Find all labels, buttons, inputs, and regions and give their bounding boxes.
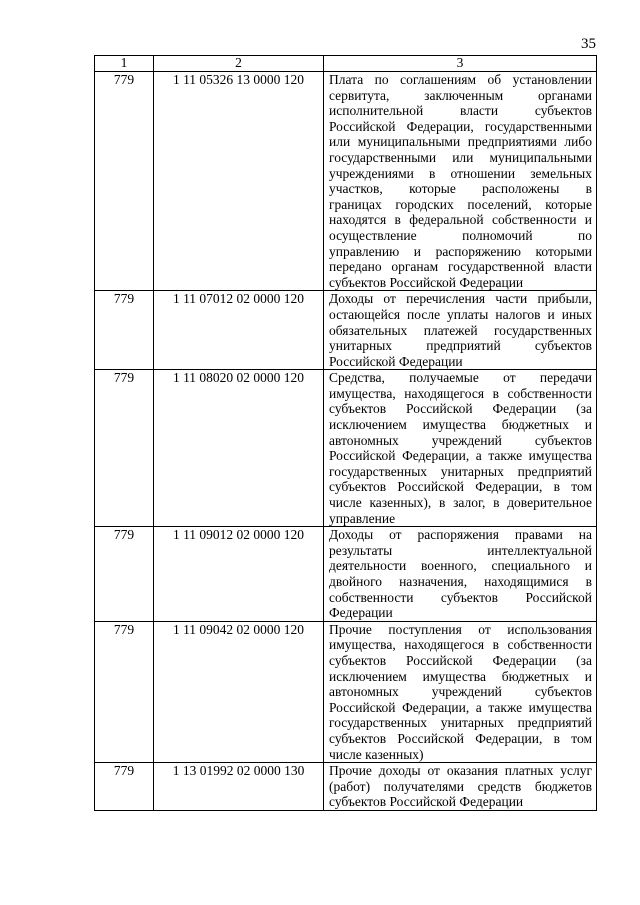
description-cell (324, 291, 597, 370)
description-cell (324, 763, 597, 811)
table-row (95, 72, 597, 291)
description-line: Федерации (329, 605, 393, 621)
description-line: субъектов Российской Федерации (за (329, 401, 592, 417)
description-line: государственными или муниципальными (329, 149, 592, 165)
description-text (329, 622, 592, 762)
description-line: передано органам государственной власти (329, 259, 592, 275)
description-line: унитарных предприятий субъектов (329, 338, 592, 354)
description-line: Российской Федерации, а также имущества (329, 699, 592, 715)
description-line: автономных учреждений субъектов (329, 684, 592, 700)
description-line: результаты интеллектуальной (329, 542, 592, 558)
description-line: собственности субъектов Российской (329, 589, 592, 605)
description-line: субъектов Российской Федерации, в том (329, 479, 592, 495)
description-cell (324, 527, 597, 622)
description-line: государственных унитарных предприятий (329, 715, 592, 731)
description-line: Российской Федерации (329, 353, 463, 369)
table-row (95, 370, 597, 527)
description-line: Российской Федерации, а также имущества (329, 448, 592, 464)
description-line: управление (329, 510, 396, 526)
admin-code-cell: 779 (95, 370, 154, 527)
table-row (95, 291, 597, 370)
description-line: осуществление полномочий по (329, 227, 592, 243)
description-line: или муниципальными предприятиями либо (329, 134, 592, 150)
admin-code-cell: 779 (95, 527, 154, 622)
admin-code-cell: 779 (95, 621, 154, 762)
description-text (329, 72, 592, 290)
description-text (329, 370, 592, 526)
description-line: исключением имущества бюджетных и (329, 417, 592, 433)
revenue-code-cell: 1 11 07012 02 0000 120 (154, 291, 324, 370)
description-line: субъектов Российской Федерации (за (329, 652, 592, 668)
description-line: Средства, получаемые от передачи (329, 370, 592, 386)
description-text (329, 763, 592, 810)
revenue-code-cell: 1 11 05326 13 0000 120 (154, 72, 324, 291)
description-line: исключением имущества бюджетных и (329, 668, 592, 684)
description-line: участков, которые расположены в (329, 181, 592, 197)
admin-code-cell: 779 (95, 72, 154, 291)
column-header-revenue-code: 2 (154, 56, 324, 72)
description-line: обязательных платежей государственных (329, 322, 592, 338)
column-header-admin-code: 1 (95, 56, 154, 72)
table-header-row (95, 56, 597, 72)
description-text (329, 527, 592, 621)
description-line: учреждениями в отношении земельных (329, 165, 592, 181)
description-line: числе казенных) (329, 746, 424, 762)
description-line: имущества, находящегося в собственности (329, 385, 592, 401)
description-line: Российской Федерации, государственными (329, 118, 592, 134)
description-text (329, 291, 592, 369)
revenue-code-cell: 1 11 08020 02 0000 120 (154, 370, 324, 527)
description-line: Плата по соглашениям об установлении (329, 72, 592, 87)
description-line: Доходы от распоряжения правами на (329, 527, 592, 543)
admin-code-cell: 779 (95, 763, 154, 811)
description-line: управлению и распоряжению которыми (329, 243, 592, 259)
description-cell (324, 370, 597, 527)
description-line: автономных учреждений субъектов (329, 432, 592, 448)
description-line: деятельности военного, специального и (329, 558, 592, 574)
description-line: государственных унитарных предприятий (329, 463, 592, 479)
revenue-code-cell: 1 11 09042 02 0000 120 (154, 621, 324, 762)
description-line: остающейся после уплаты налогов и иных (329, 306, 592, 322)
description-line: Прочие доходы от оказания платных услуг (329, 763, 592, 779)
page-number: 35 (581, 36, 596, 52)
description-line: Прочие поступления от использования (329, 621, 592, 637)
description-line: числе казенных), в залог, в доверительное (329, 495, 592, 511)
admin-code-cell: 779 (95, 291, 154, 370)
revenue-code-cell: 1 11 09012 02 0000 120 (154, 527, 324, 622)
revenue-classification-table (94, 55, 597, 811)
description-line: субъектов Российской Федерации (329, 274, 524, 290)
description-cell (324, 72, 597, 291)
revenue-code-cell: 1 13 01992 02 0000 130 (154, 763, 324, 811)
table-row (95, 527, 597, 622)
description-line: имущества, находящегося в собственности (329, 637, 592, 653)
description-line: двойного назначения, находящимися в (329, 574, 592, 589)
table-body (95, 72, 597, 811)
description-line: субъектов Российской Федерации, в том (329, 730, 592, 746)
description-line: (работ) получателями средств бюджетов (329, 778, 592, 794)
column-header-description: 3 (324, 56, 597, 72)
table-row (95, 763, 597, 811)
table-row (95, 621, 597, 762)
description-line: Доходы от перечисления части прибыли, (329, 291, 592, 307)
description-cell (324, 621, 597, 762)
description-line: исполнительной власти субъектов (329, 103, 592, 119)
description-line: субъектов Российской Федерации (329, 794, 524, 810)
description-line: границах городских поселений, которые (329, 196, 592, 212)
description-line: сервитута, заключенным органами (329, 87, 592, 103)
description-line: находятся в федеральной собственности и (329, 212, 592, 228)
